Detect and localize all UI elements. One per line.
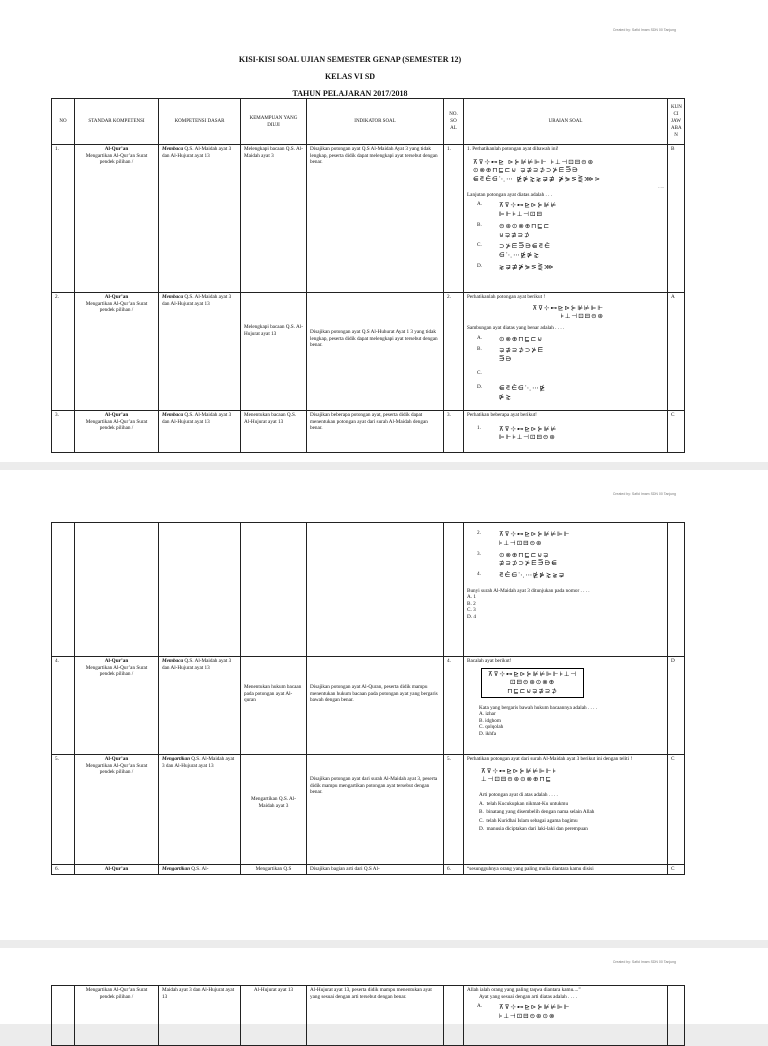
row-kompetensi-dasar: Mengartikan Q.S. Al-Maidah ayat 3 dan Al-Hujurat ayat 13 xyxy=(159,755,241,865)
answer-option-d: D. ⋧⋥⋣⋡⋟⋝⋛⋙ xyxy=(477,262,555,271)
answer-option-2: 2. ⊼⊽⊹⊷⊵⊳⊱⊯⊭⊫⊩ ⊧⊥⊣⊡⊟⊝⊛ xyxy=(477,530,571,547)
question-prompt: Bunyi surah Al-Maidah ayat 3 ditunjukan pada nomor . . . . xyxy=(467,587,590,594)
row-kompetensi-dasar: Membaca Q.S. Al-Maidah ayat 3 dan Al-Hujurat ayat 13 xyxy=(159,411,241,453)
row-no: 2. xyxy=(52,293,75,411)
row-standar-kompetensi: Mengartikan Al-Qur’an Surat pendek pilihan / xyxy=(75,986,159,1046)
row-kemampuan: Melengkapi bacaan Q.S. Al-Hujurat ayat 13 xyxy=(241,293,307,411)
row-no: 1. xyxy=(52,145,75,293)
row-indikator: Al-Hujurat ayat 13, peserta didik mampu menentukan ayat yang sesuai dengan arti tersebut dengan benar. xyxy=(307,986,444,1046)
row-kompetensi-dasar: Mengartikan Q.S. Al- xyxy=(159,865,241,875)
row-uraian xyxy=(464,411,668,453)
question-prompt: Lanjutan potongan ayat diatas adalah . . . xyxy=(467,191,552,198)
row-kunci: B xyxy=(668,145,685,293)
kisi-kisi-table xyxy=(51,98,685,453)
arabic-verse-boxed: ⊼⊽⊹⊷⊵⊳⊱⊯⊭⊫⊩⊧⊥⊣ ⊡⊟⊝⊛⊙⊗⊕ ⊓⊑⊏⊍⊋⊉⊇⊅ xyxy=(481,668,584,698)
row-no-soal: 6. xyxy=(444,865,464,875)
row-uraian xyxy=(464,755,668,865)
table-row xyxy=(52,865,685,875)
header-kunci: KUN CI JAW ABA N xyxy=(668,99,685,145)
row-standar-kompetensi: Al-Qur’an Mengartikan Al-Qur’an Surat pendek pilihan / xyxy=(75,145,159,293)
row-kompetensi-dasar: Membaca Q.S. Al-Maidah ayat 3 dan Al-Hujurat ayat 13 xyxy=(159,657,241,755)
header-no: NO xyxy=(52,99,75,145)
header-no-soal: NO. SO AL xyxy=(444,99,464,145)
document-page-2 xyxy=(0,470,768,940)
row-kemampuan: Menentukan hukum bacaan pada potongan ayat Al-quran xyxy=(241,657,307,755)
question-text: Perhatikanlah potongan ayat berikut ! xyxy=(467,294,546,300)
row-uraian xyxy=(464,523,668,657)
answer-option-c: C. xyxy=(477,369,482,376)
row-indikator: Disajikan potongan ayat Al-Quran, peserta didik mampu menentukan hukum bacaan pada potongan ayat yang bergaris bawah dengan benar. xyxy=(307,657,444,755)
row-no-soal: 5. xyxy=(444,755,464,865)
question-prompt: Sambungan ayat diatas yang benar adalah . . . . xyxy=(467,325,565,332)
row-kemampuan: Mengartikan Q.S. Al-Maidah ayat 3 xyxy=(241,755,307,865)
document-subtitle-class: KELAS VI SD xyxy=(324,72,376,81)
answer-option-1: 1. ⊼⊽⊹⊷⊵⊳⊱⊯⊭ ⊫⊩⊧⊥⊣⊡⊟⊝⊛ xyxy=(477,424,558,442)
row-standar-kompetensi: Al-Qur’an Mengartikan Al-Qur’an Surat pendek pilihan / xyxy=(75,755,159,865)
row-no-soal: 4. xyxy=(444,657,464,755)
row-standar-kompetensi: Al-Qur’an Mengartikan Al-Qur’an Surat pendek pilihan / xyxy=(75,293,159,411)
row-no-soal: 3. xyxy=(444,411,464,453)
row-kunci: D xyxy=(668,657,685,755)
arabic-verse: ⊼⊽⊹⊷⊵⊳⊱⊯⊭⊫⊩⊧ ⊥⊣⊡⊟⊝⊛⊙⊗⊕⊓⊑ xyxy=(481,766,557,784)
row-kemampuan: Al-Hujurat ayat 13 xyxy=(241,986,307,1046)
answer-d: D. ikhfa xyxy=(479,730,497,737)
row-standar-kompetensi: Al-Qur’an Mengartikan Al-Qur’an Surat pendek pilihan / xyxy=(75,411,159,453)
row-standar-kompetensi: Al-Qur’an Mengartikan Al-Qur’an Surat pendek pilihan / xyxy=(75,657,159,755)
question-text: Allah ialah orang yang paling taqwa diantara kamu....” xyxy=(467,987,581,993)
answer-c: C. qolqolah xyxy=(479,724,504,731)
row-standar-kompetensi: Al-Qur’an xyxy=(75,865,159,875)
row-no: 4. xyxy=(52,657,75,755)
row-kemampuan: Melengkapi bacaan Q.S. Al-Maidah ayat 3 xyxy=(241,145,307,293)
answer-b: B. binatang yang disembelih dengan nama selain Allah xyxy=(479,809,595,816)
row-no-soal: 2. xyxy=(444,293,464,411)
kisi-kisi-table-continued xyxy=(51,522,685,875)
document-title: KISI-KISI SOAL UJIAN SEMESTER GENAP (SEMESTER 12) xyxy=(238,55,462,64)
row-no: 6. xyxy=(52,865,75,875)
answer-option-b: B. ⊋⊉⊇⊅⊃⊁⋿ ⋽⋻ xyxy=(477,346,545,364)
answer-a: A. izhar xyxy=(479,711,496,718)
table-row xyxy=(52,145,685,293)
page-credit: Created by: Safid Imam SDN 00 Tanjung xyxy=(612,28,676,32)
row-uraian xyxy=(464,657,668,755)
answer-a: A. 1 xyxy=(467,594,476,601)
answer-option-4: 4. ⋷⋵⋳⋱⋯⋭⋫⋩⋧⋥ xyxy=(477,571,566,580)
row-uraian xyxy=(464,986,668,1046)
row-uraian xyxy=(464,145,668,293)
table-row xyxy=(52,755,685,865)
row-kunci: C xyxy=(668,865,685,875)
table-row-continuation xyxy=(52,986,685,1046)
answer-b: B. idghom xyxy=(479,717,501,724)
answer-option-a: A. ⊙⊗⊕⊓⊑⊏⊍ xyxy=(477,334,544,343)
answer-option-3: 3. ⊙⊗⊕⊓⊑⊏⊍⊋ ⊉⊇⊅⊃⊁⋿⋽⋻⋹ xyxy=(477,550,558,568)
row-kemampuan: Mengartikan Q.S xyxy=(241,865,307,875)
table-header-row xyxy=(52,99,685,145)
row-indikator: Disajikan beberapa potongan ayat, peserta didik dapat menentukan potongan ayat dari surah Al-Maidah dengan benar. xyxy=(307,411,444,453)
row-no: 5. xyxy=(52,755,75,865)
row-indikator: Disajikan potongan ayat Q.S Al-Maidah Ayat 3 yang tidak lengkap, peserta didik dapat melengkapi ayat tersebut dengan benar. xyxy=(307,145,444,293)
row-kompetensi-dasar: Membaca Q.S. Al-Maidah ayat 3 dan Al-Hujurat ayat 13 xyxy=(159,293,241,411)
header-uraian: URAIAN SOAL xyxy=(464,99,668,145)
table-row-continuation xyxy=(52,523,685,657)
answer-b: B. 2 xyxy=(467,600,476,607)
document-page-3 xyxy=(0,948,768,1024)
table-row xyxy=(52,657,685,755)
row-kompetensi-dasar: Maidah ayat 3 dan Al-Hujurat ayat 13 xyxy=(159,986,241,1046)
row-kunci: A xyxy=(668,293,685,411)
question-prompt: Ayat yang sesuai dengan arti diatas adalah . . . . xyxy=(479,993,578,1000)
row-indikator: Disajikan bagian arti dari Q.S Al- xyxy=(307,865,444,875)
header-kemampuan: KEMAMPUAN YANG DIUJI xyxy=(241,99,307,145)
answer-option-a: A. ⊼⊽⊹⊷⊵⊳⊱⊯⊭⊫⊩ ⊧⊥⊣⊡⊟⊝⊛⊙⊗ xyxy=(477,1003,571,1020)
table-row xyxy=(52,411,685,453)
row-no-soal: 1. xyxy=(444,145,464,293)
header-standar-kompetensi: STANDAR KOMPETENSI xyxy=(75,99,159,145)
row-no: 3. xyxy=(52,411,75,453)
row-indikator: Disajikan potongan ayat dari surah Al-Maidah ayat 3, peserta didik mampu mengartikan potongan ayat tersebut dengan benar. xyxy=(307,755,444,865)
header-kompetensi-dasar: KOMPETENSI DASAR xyxy=(159,99,241,145)
row-kemampuan: Menentukan bacaan Q.S. Al-Hujurat ayat 13 xyxy=(241,411,307,453)
answer-c: C. 3 xyxy=(467,607,476,614)
answer-d: D. manusia diciptakan dari laki-laki dan perempuan xyxy=(479,826,588,833)
answer-option-b: B. ⊝⊛⊙⊗⊕⊓⊑⊏ ⊍⊋⊉⊇⊅ xyxy=(477,221,551,239)
document-subtitle-year: TAHUN PELAJARAN 2017/2018 xyxy=(292,89,408,96)
question-prompt: Arti potongan ayat di atas adalah . . . . xyxy=(479,792,558,799)
answer-c: C. telah Kuridhai Islam sebagai agama bagimu xyxy=(479,817,578,824)
question-text: Perhatikan beberapa ayat berikut! xyxy=(467,412,537,418)
arabic-verse: ⊼⊽⊹⊷⊵ ⊳⊱⊯⊭⊫⊩ ⊧⊥⊣⊡⊟⊝⊛ ⊙⊗⊕⊓⊑⊏⊍ ⊋⊉⊇⊅⊃⊁⋿⋽⋻ ⋹⋷⋵⋳⋱⋯ ⋭⋫⋩⋧⋥⋣ ⋡⋟⋝⋛⋙⋗ xyxy=(473,157,601,184)
row-kompetensi-dasar: Membaca Q.S. Al-Maidah ayat 3 dan Al-Hujurat ayat 13 xyxy=(159,145,241,293)
page-credit: Created by: Safid Imam SDN 00 Tanjung xyxy=(612,492,676,496)
table-row xyxy=(52,293,685,411)
arabic-verse: ⊼⊽⊹⊷⊵⊳⊱⊯⊭⊫⊩ ⊧⊥⊣⊡⊟⊝⊛ xyxy=(532,303,604,321)
ellipsis: ….. xyxy=(658,183,664,189)
answer-option-d: D. ⋹⋷⋵⋳⋱⋯⋭ ⋫⋩ xyxy=(477,384,547,402)
page-credit: Created by: Safid Imam SDN 00 Tanjung xyxy=(612,960,676,964)
row-uraian: “sesungguhnya orang yang paling mulia diantara kamu disisi xyxy=(464,865,668,875)
answer-option-c: C. ⊃⊁⋿⋽⋻⋹⋷⋵ ⋳⋱⋯⋭⋫⋩ xyxy=(477,242,551,260)
row-kunci: C xyxy=(668,755,685,865)
answer-option-a: A. ⊼⊽⊹⊷⊵⊳⊱⊯⊭ ⊫⊩⊧⊥⊣⊡⊟ xyxy=(477,201,558,219)
kisi-kisi-table-continued xyxy=(51,985,685,1046)
row-indikator: Disajikan potongan ayat Q.S Al-Huhurat Ayat 1 3 yang tidak lengkap, peserta didik dapat melengkapi ayat tersebut dengan benar. xyxy=(307,293,444,411)
document-page-1 xyxy=(0,0,768,462)
question-text: 1. Perhatikanlah potongan ayat dibawah ini! xyxy=(467,146,559,152)
answer-d: D. 4 xyxy=(467,613,476,620)
row-uraian xyxy=(464,293,668,411)
question-text: Bacalah ayat berikut! xyxy=(467,658,512,664)
question-prompt: Kata yang bergaris bawah hukum bacaannya adalah . . . . xyxy=(479,704,598,711)
header-indikator: INDIKATOR SOAL xyxy=(307,99,444,145)
question-text: Perhatikan potongan ayat dari surah Al-Maidah ayat 3 berikut ini dengan teliti ! xyxy=(467,756,633,762)
answer-a: A. telah Kucukupkan nikmat-Ku untukmu xyxy=(479,800,569,807)
row-kunci: C xyxy=(668,411,685,453)
